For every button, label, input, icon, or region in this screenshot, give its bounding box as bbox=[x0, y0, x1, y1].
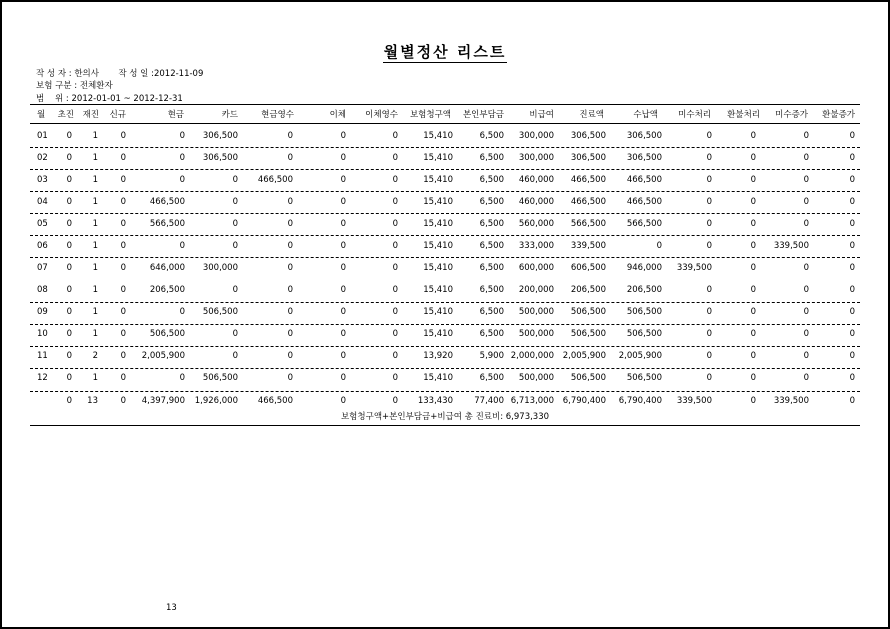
row-separator bbox=[30, 324, 860, 325]
table-cell: 0 bbox=[120, 329, 126, 339]
table-cell: 0 bbox=[849, 373, 855, 383]
total-cell: 339,500 bbox=[773, 396, 809, 406]
table-cell: 506,500 bbox=[570, 329, 606, 339]
table-cell: 0 bbox=[706, 329, 712, 339]
table-cell: 0 bbox=[66, 285, 72, 295]
table-cell: 0 bbox=[706, 241, 712, 251]
table-cell: 0 bbox=[232, 197, 238, 207]
table-cell: 6,500 bbox=[479, 175, 504, 185]
table-cell: 0 bbox=[340, 373, 346, 383]
table-cell: 0 bbox=[340, 307, 346, 317]
table-cell: 0 bbox=[66, 351, 72, 361]
table-cell: 0 bbox=[706, 285, 712, 295]
table-cell: 306,500 bbox=[570, 131, 606, 141]
column-header: 미수증가 bbox=[775, 110, 808, 120]
table-cell: 0 bbox=[232, 329, 238, 339]
table-cell: 500,000 bbox=[518, 373, 554, 383]
table-cell: 0 bbox=[287, 329, 293, 339]
table-cell: 0 bbox=[120, 285, 126, 295]
table-cell: 0 bbox=[849, 131, 855, 141]
meta-author-line bbox=[36, 67, 203, 79]
month-cell: 10 bbox=[37, 329, 48, 339]
table-cell: 15,410 bbox=[423, 285, 453, 295]
report-title: 월별정산 리스트 bbox=[383, 43, 507, 61]
column-header: 미수처리 bbox=[678, 110, 711, 120]
table-cell: 6,500 bbox=[479, 241, 504, 251]
row-separator bbox=[30, 169, 860, 170]
table-cell: 0 bbox=[392, 307, 398, 317]
table-cell: 0 bbox=[66, 197, 72, 207]
total-cell: 6,790,400 bbox=[618, 396, 662, 406]
table-cell: 0 bbox=[287, 241, 293, 251]
table-cell: 6,500 bbox=[479, 307, 504, 317]
table-cell: 0 bbox=[392, 197, 398, 207]
table-cell: 466,500 bbox=[626, 175, 662, 185]
table-cell: 0 bbox=[120, 131, 126, 141]
month-cell: 07 bbox=[37, 263, 48, 273]
table-cell: 0 bbox=[803, 373, 809, 383]
total-cell: 6,713,000 bbox=[510, 396, 554, 406]
table-cell: 0 bbox=[656, 241, 662, 251]
column-header: 카드 bbox=[221, 110, 238, 120]
table-cell: 0 bbox=[803, 131, 809, 141]
header-top-rule bbox=[30, 104, 860, 105]
table-cell: 0 bbox=[750, 373, 756, 383]
table-cell: 206,500 bbox=[570, 285, 606, 295]
table-cell: 0 bbox=[750, 307, 756, 317]
table-cell: 0 bbox=[803, 153, 809, 163]
table-cell: 339,500 bbox=[570, 241, 606, 251]
table-cell: 0 bbox=[803, 285, 809, 295]
table-cell: 0 bbox=[803, 351, 809, 361]
table-cell: 0 bbox=[706, 175, 712, 185]
column-header: 환불증가 bbox=[822, 110, 855, 120]
table-cell: 0 bbox=[392, 351, 398, 361]
row-separator bbox=[30, 235, 860, 236]
table-cell: 15,410 bbox=[423, 219, 453, 229]
month-cell: 04 bbox=[37, 197, 48, 207]
table-cell: 0 bbox=[849, 351, 855, 361]
total-cell: 0 bbox=[750, 396, 756, 406]
table-cell: 0 bbox=[706, 307, 712, 317]
table-cell: 0 bbox=[179, 307, 185, 317]
table-cell: 0 bbox=[849, 263, 855, 273]
table-cell: 306,500 bbox=[626, 131, 662, 141]
table-cell: 0 bbox=[750, 219, 756, 229]
table-cell: 0 bbox=[849, 153, 855, 163]
total-cell: 0 bbox=[66, 396, 72, 406]
table-cell: 6,500 bbox=[479, 329, 504, 339]
table-cell: 6,500 bbox=[479, 197, 504, 207]
total-fee-footnote: 보험청구액+본인부담금+비급여 총 진료비: 6,973,330 bbox=[340, 412, 550, 422]
table-cell: 0 bbox=[66, 263, 72, 273]
table-cell: 206,500 bbox=[149, 285, 185, 295]
table-cell: 1 bbox=[92, 131, 98, 141]
table-cell: 15,410 bbox=[423, 153, 453, 163]
insurance-value: 전체환자 bbox=[79, 81, 113, 91]
column-header: 재진 bbox=[82, 110, 99, 120]
table-cell: 0 bbox=[392, 285, 398, 295]
table-cell: 0 bbox=[849, 197, 855, 207]
table-cell: 2,005,900 bbox=[141, 351, 185, 361]
table-cell: 1 bbox=[92, 307, 98, 317]
table-cell: 6,500 bbox=[479, 285, 504, 295]
table-cell: 1 bbox=[92, 263, 98, 273]
month-cell: 08 bbox=[37, 285, 48, 295]
table-cell: 2,005,900 bbox=[618, 351, 662, 361]
table-cell: 0 bbox=[340, 197, 346, 207]
table-cell: 0 bbox=[287, 285, 293, 295]
author-value: 한의사 bbox=[74, 69, 99, 79]
month-cell: 05 bbox=[37, 219, 48, 229]
table-cell: 0 bbox=[392, 263, 398, 273]
table-cell: 0 bbox=[706, 131, 712, 141]
table-cell: 0 bbox=[120, 351, 126, 361]
table-cell: 0 bbox=[750, 153, 756, 163]
table-cell: 0 bbox=[750, 197, 756, 207]
table-cell: 6,500 bbox=[479, 373, 504, 383]
table-cell: 0 bbox=[66, 241, 72, 251]
table-cell: 0 bbox=[849, 285, 855, 295]
table-cell: 2,005,900 bbox=[562, 351, 606, 361]
table-cell: 500,000 bbox=[518, 307, 554, 317]
total-cell: 0 bbox=[849, 396, 855, 406]
column-header: 보험청구액 bbox=[409, 110, 451, 120]
insurance-label: 보험 구분 : bbox=[36, 81, 78, 91]
column-header: 신규 bbox=[109, 110, 126, 120]
table-cell: 300,000 bbox=[518, 131, 554, 141]
table-cell: 339,500 bbox=[676, 263, 712, 273]
column-header: 현금 bbox=[167, 110, 184, 120]
range-label: 범 위 : bbox=[36, 94, 69, 104]
table-cell: 566,500 bbox=[149, 219, 185, 229]
table-cell: 0 bbox=[340, 131, 346, 141]
table-cell: 0 bbox=[750, 131, 756, 141]
table-cell: 15,410 bbox=[423, 373, 453, 383]
table-cell: 1 bbox=[92, 153, 98, 163]
table-cell: 1 bbox=[92, 197, 98, 207]
table-cell: 15,410 bbox=[423, 241, 453, 251]
total-cell: 0 bbox=[120, 396, 126, 406]
table-cell: 0 bbox=[340, 263, 346, 273]
table-cell: 0 bbox=[120, 263, 126, 273]
table-cell: 0 bbox=[120, 373, 126, 383]
table-cell: 0 bbox=[803, 175, 809, 185]
table-cell: 1 bbox=[92, 241, 98, 251]
table-bottom-rule bbox=[30, 425, 860, 426]
table-cell: 506,500 bbox=[202, 307, 238, 317]
table-cell: 0 bbox=[66, 307, 72, 317]
table-cell: 0 bbox=[849, 219, 855, 229]
table-cell: 306,500 bbox=[202, 131, 238, 141]
table-cell: 0 bbox=[287, 373, 293, 383]
table-cell: 0 bbox=[750, 285, 756, 295]
total-cell: 6,790,400 bbox=[562, 396, 606, 406]
table-cell: 0 bbox=[179, 373, 185, 383]
table-cell: 460,000 bbox=[518, 175, 554, 185]
table-cell: 0 bbox=[750, 329, 756, 339]
table-cell: 0 bbox=[750, 175, 756, 185]
table-cell: 1 bbox=[92, 175, 98, 185]
table-cell: 0 bbox=[66, 373, 72, 383]
table-cell: 339,500 bbox=[773, 241, 809, 251]
table-cell: 0 bbox=[66, 175, 72, 185]
table-cell: 0 bbox=[66, 329, 72, 339]
table-cell: 0 bbox=[750, 241, 756, 251]
table-cell: 13,920 bbox=[423, 351, 453, 361]
row-separator bbox=[30, 257, 860, 258]
table-cell: 0 bbox=[120, 153, 126, 163]
table-cell: 15,410 bbox=[423, 307, 453, 317]
table-cell: 0 bbox=[179, 153, 185, 163]
total-cell: 1,926,000 bbox=[194, 396, 238, 406]
row-separator bbox=[30, 302, 860, 303]
table-cell: 946,000 bbox=[626, 263, 662, 273]
table-cell: 0 bbox=[120, 219, 126, 229]
table-cell: 0 bbox=[340, 153, 346, 163]
column-header: 진료액 bbox=[579, 110, 604, 120]
table-cell: 6,500 bbox=[479, 263, 504, 273]
column-header: 수납액 bbox=[633, 110, 658, 120]
table-cell: 306,500 bbox=[202, 153, 238, 163]
table-cell: 200,000 bbox=[518, 285, 554, 295]
table-cell: 0 bbox=[232, 175, 238, 185]
month-cell: 03 bbox=[37, 175, 48, 185]
total-cell: 133,430 bbox=[417, 396, 453, 406]
author-label: 작 성 자 : bbox=[36, 69, 72, 79]
table-cell: 0 bbox=[287, 263, 293, 273]
table-cell: 0 bbox=[706, 153, 712, 163]
table-cell: 466,500 bbox=[257, 175, 293, 185]
table-cell: 0 bbox=[287, 131, 293, 141]
month-cell: 11 bbox=[37, 351, 48, 361]
table-cell: 0 bbox=[392, 153, 398, 163]
table-cell: 500,000 bbox=[518, 329, 554, 339]
table-cell: 0 bbox=[340, 285, 346, 295]
table-cell: 0 bbox=[287, 307, 293, 317]
date-label: 작 성 일 : bbox=[118, 69, 154, 79]
table-cell: 0 bbox=[287, 351, 293, 361]
column-header: 이체 bbox=[329, 110, 346, 120]
table-cell: 0 bbox=[66, 153, 72, 163]
table-cell: 1 bbox=[92, 219, 98, 229]
header-bottom-rule bbox=[30, 123, 860, 124]
table-cell: 0 bbox=[179, 131, 185, 141]
table-cell: 466,500 bbox=[626, 197, 662, 207]
meta-range-line bbox=[36, 92, 183, 104]
column-header: 월 bbox=[37, 110, 46, 120]
column-header: 비급여 bbox=[529, 110, 554, 120]
table-cell: 0 bbox=[392, 329, 398, 339]
table-cell: 0 bbox=[706, 351, 712, 361]
month-cell: 01 bbox=[37, 131, 48, 141]
table-cell: 6,500 bbox=[479, 153, 504, 163]
row-separator bbox=[30, 391, 860, 392]
row-separator bbox=[30, 213, 860, 214]
table-cell: 6,500 bbox=[479, 219, 504, 229]
table-cell: 1 bbox=[92, 373, 98, 383]
table-cell: 0 bbox=[849, 307, 855, 317]
table-cell: 0 bbox=[120, 241, 126, 251]
table-cell: 300,000 bbox=[202, 263, 238, 273]
table-cell: 0 bbox=[750, 263, 756, 273]
table-cell: 566,500 bbox=[626, 219, 662, 229]
column-header: 현금영수 bbox=[261, 110, 294, 120]
table-cell: 0 bbox=[392, 373, 398, 383]
month-cell: 09 bbox=[37, 307, 48, 317]
table-cell: 600,000 bbox=[518, 263, 554, 273]
table-cell: 466,500 bbox=[149, 197, 185, 207]
column-header: 이체영수 bbox=[365, 110, 398, 120]
total-cell: 13 bbox=[87, 396, 98, 406]
table-cell: 15,410 bbox=[423, 175, 453, 185]
table-cell: 0 bbox=[849, 241, 855, 251]
table-cell: 0 bbox=[750, 351, 756, 361]
table-cell: 0 bbox=[232, 241, 238, 251]
table-cell: 0 bbox=[392, 175, 398, 185]
table-cell: 1 bbox=[92, 285, 98, 295]
table-cell: 2,000,000 bbox=[510, 351, 554, 361]
table-cell: 0 bbox=[287, 197, 293, 207]
page-number: 13 bbox=[166, 603, 177, 613]
table-cell: 566,500 bbox=[570, 219, 606, 229]
table-cell: 646,000 bbox=[149, 263, 185, 273]
table-cell: 0 bbox=[803, 197, 809, 207]
table-cell: 0 bbox=[849, 329, 855, 339]
table-cell: 6,500 bbox=[479, 131, 504, 141]
table-cell: 15,410 bbox=[423, 131, 453, 141]
table-cell: 506,500 bbox=[570, 307, 606, 317]
table-cell: 506,500 bbox=[149, 329, 185, 339]
table-cell: 5,900 bbox=[479, 351, 504, 361]
table-cell: 306,500 bbox=[626, 153, 662, 163]
total-cell: 466,500 bbox=[257, 396, 293, 406]
column-header: 초진 bbox=[57, 110, 74, 120]
table-cell: 560,000 bbox=[518, 219, 554, 229]
month-cell: 12 bbox=[37, 373, 48, 383]
table-cell: 15,410 bbox=[423, 263, 453, 273]
table-cell: 300,000 bbox=[518, 153, 554, 163]
total-cell: 4,397,900 bbox=[141, 396, 185, 406]
table-cell: 0 bbox=[179, 175, 185, 185]
row-separator bbox=[30, 346, 860, 347]
table-cell: 506,500 bbox=[202, 373, 238, 383]
table-cell: 506,500 bbox=[626, 307, 662, 317]
table-cell: 0 bbox=[340, 241, 346, 251]
table-cell: 506,500 bbox=[626, 329, 662, 339]
table-cell: 0 bbox=[706, 373, 712, 383]
row-separator bbox=[30, 147, 860, 148]
table-cell: 0 bbox=[803, 329, 809, 339]
table-cell: 0 bbox=[66, 131, 72, 141]
table-cell: 0 bbox=[340, 329, 346, 339]
table-cell: 15,410 bbox=[423, 197, 453, 207]
table-cell: 306,500 bbox=[570, 153, 606, 163]
table-cell: 0 bbox=[232, 351, 238, 361]
column-header: 환불처리 bbox=[727, 110, 760, 120]
date-value: 2012-11-09 bbox=[153, 69, 204, 79]
table-cell: 15,410 bbox=[423, 329, 453, 339]
month-cell: 06 bbox=[37, 241, 48, 251]
table-cell: 0 bbox=[803, 219, 809, 229]
table-cell: 1 bbox=[92, 329, 98, 339]
table-cell: 0 bbox=[340, 351, 346, 361]
table-cell: 0 bbox=[120, 197, 126, 207]
table-cell: 206,500 bbox=[626, 285, 662, 295]
table-cell: 0 bbox=[232, 219, 238, 229]
row-separator bbox=[30, 191, 860, 192]
table-cell: 0 bbox=[706, 219, 712, 229]
column-header: 본인부담금 bbox=[462, 110, 504, 120]
table-cell: 0 bbox=[232, 285, 238, 295]
month-cell: 02 bbox=[37, 153, 48, 163]
table-cell: 0 bbox=[803, 263, 809, 273]
table-cell: 506,500 bbox=[626, 373, 662, 383]
table-cell: 0 bbox=[706, 197, 712, 207]
table-cell: 333,000 bbox=[518, 241, 554, 251]
table-cell: 460,000 bbox=[518, 197, 554, 207]
table-cell: 0 bbox=[340, 219, 346, 229]
table-cell: 0 bbox=[849, 175, 855, 185]
table-cell: 0 bbox=[392, 241, 398, 251]
table-cell: 0 bbox=[120, 307, 126, 317]
table-cell: 0 bbox=[179, 241, 185, 251]
row-separator bbox=[30, 368, 860, 369]
table-cell: 466,500 bbox=[570, 197, 606, 207]
total-cell: 0 bbox=[392, 396, 398, 406]
table-cell: 0 bbox=[392, 219, 398, 229]
table-cell: 0 bbox=[803, 307, 809, 317]
table-cell: 2 bbox=[92, 351, 98, 361]
total-cell: 77,400 bbox=[474, 396, 504, 406]
table-cell: 0 bbox=[392, 131, 398, 141]
table-cell: 0 bbox=[287, 219, 293, 229]
table-cell: 0 bbox=[287, 153, 293, 163]
table-cell: 0 bbox=[120, 175, 126, 185]
table-cell: 0 bbox=[66, 219, 72, 229]
range-value: 2012-01-01 ~ 2012-12-31 bbox=[71, 94, 183, 104]
total-cell: 339,500 bbox=[676, 396, 712, 406]
table-cell: 0 bbox=[340, 175, 346, 185]
table-cell: 466,500 bbox=[570, 175, 606, 185]
meta-insurance-line bbox=[36, 79, 113, 91]
total-cell: 0 bbox=[340, 396, 346, 406]
table-cell: 506,500 bbox=[570, 373, 606, 383]
table-cell: 606,500 bbox=[570, 263, 606, 273]
